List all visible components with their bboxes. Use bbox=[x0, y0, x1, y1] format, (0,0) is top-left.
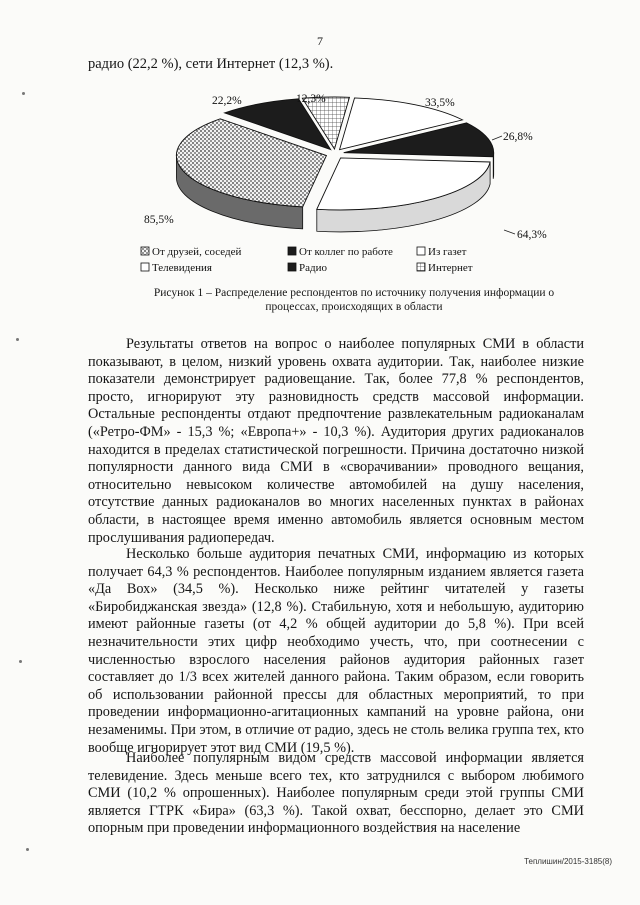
page-number: 7 bbox=[317, 34, 323, 48]
pie-top-layer bbox=[176, 97, 493, 210]
scan-speck bbox=[22, 92, 25, 95]
scan-speck bbox=[16, 338, 19, 341]
slice-label-friends: 85,5% bbox=[144, 214, 174, 226]
paragraph-print-media: Несколько больше аудитория печатных СМИ, информацию из которых получает 64,3 % респондентов. Наиболее популярным изданием является газета «Да Вох» (34,5 %). Несколько ниже рейтинг читателей у газеты «Биробиджанская звезда» (12,8 %). Стабильную, хотя и небольшую, аудиторию имеют районные газеты (от 4,2 % общей аудитории до 5,8 %). При всей незначительности этих цифр необходимо учесть, что, при соотнесении с численностью взрослого населения районов аудитория районных газет составляет до 1/3 всех жителей данного района. Таким образом, если говорить об использовании районной прессы для областных мероприятий, то при проведении информационно-агитационных кампаний на уровне района, они незаменимы. При этом, в отличие от радио, здесь не столь велика группа тех, кто вообще игнорирует этот вид СМИ (19,5 %). bbox=[88, 546, 584, 756]
legend-swatch-newspapers bbox=[417, 247, 425, 255]
figure-caption-line-2: процессах, происходящих в области bbox=[265, 301, 443, 313]
legend bbox=[141, 246, 473, 274]
scan-speck bbox=[26, 848, 29, 851]
slice-label-newspapers: 64,3% bbox=[517, 229, 547, 241]
legend-swatch-friends bbox=[141, 247, 149, 255]
leader-line-newspapers bbox=[504, 230, 515, 234]
figure-caption bbox=[110, 286, 598, 314]
document-stamp: Теплишин/2015-3185(8) bbox=[524, 857, 612, 866]
legend-item-colleagues: От коллег по работе bbox=[299, 246, 393, 258]
legend-swatch-colleagues bbox=[288, 247, 296, 255]
legend-item-newspapers: Из газет bbox=[428, 246, 467, 258]
legend-swatch-radio bbox=[288, 263, 296, 271]
paragraph-radio: Результаты ответов на вопрос о наиболее популярных СМИ в области показывают, в целом, низкий уровень охвата аудитории. Так, наиболее низкие показатели демонстрирует радиовещание. Так, более 77,8 % респондентов, просто, игнорируют эту разновидность средств массовой информации. Остальные респонденты отдают предпочтение развлекательным радиоканалам («Ретро-ФМ» - 15,3 %; «Европа+» - 10,3 %). Аудитория других радиоканалов находится в пределах статистической погрешности. Причина достаточно низкой популярности данного вида СМИ в «сворачивании» проводного вещания, относительно невысоком количестве автомобилей на душу населения, отсутствие данных радиоканалов во многих населенных пунктах в районах области, в настоящее время именно автомобиль является основным местом прослушивания радиопередач. bbox=[88, 336, 584, 546]
pie-chart bbox=[120, 90, 550, 285]
legend-item-friends: От друзей, соседей bbox=[152, 246, 242, 258]
figure-caption-line-1: Рисунок 1 – Распределение респондентов по источнику получения информации о bbox=[153, 287, 555, 299]
legend-swatch-internet bbox=[417, 263, 425, 271]
slice-label-colleagues: 26,8% bbox=[503, 131, 533, 143]
leader-line-colleagues bbox=[492, 136, 502, 140]
slice-label-radio: 22,2% bbox=[212, 95, 242, 107]
legend-item-radio: Радио bbox=[299, 262, 327, 274]
slice-label-tv: 33,5% bbox=[425, 97, 455, 109]
scan-speck bbox=[19, 660, 22, 663]
slice-label-internet: 12,3% bbox=[296, 93, 326, 105]
legend-swatch-tv bbox=[141, 263, 149, 271]
intro-text-line: радио (22,2 %), сети Интернет (12,3 %). bbox=[88, 56, 334, 72]
legend-item-internet: Интернет bbox=[428, 262, 473, 274]
legend-item-tv: Телевидения bbox=[152, 262, 212, 274]
paragraph-television: Наиболее популярным видом средств массовой информации является телевидение. Здесь меньше всего тех, кто затруднился с выбором любимого СМИ (10,2 % опрошенных). Наиболее популярным среди этой группы СМИ является ГТРК «Бира» (63,3 %). Такой охват, бесспорно, делает это СМИ опорным при проведении информационного воздействия на население bbox=[88, 750, 584, 837]
